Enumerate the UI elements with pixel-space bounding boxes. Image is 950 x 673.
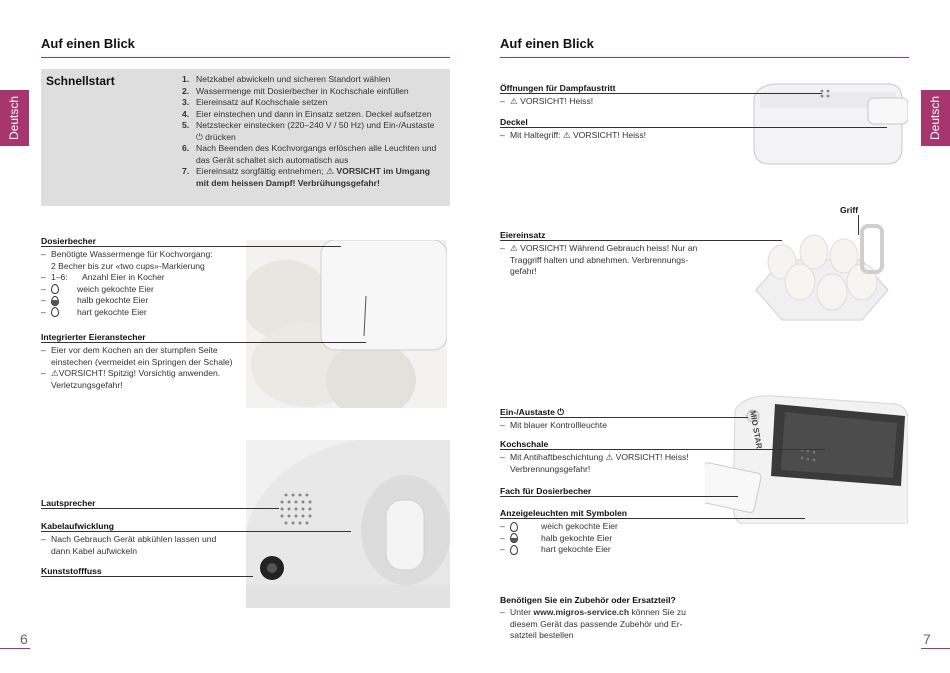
kochschale-leader bbox=[500, 449, 825, 450]
ein-austaste-leader bbox=[500, 417, 748, 418]
egg-soft-icon bbox=[51, 284, 59, 294]
kabelaufwicklung-text: – Nach Gebrauch Gerät abkühlen lassen und dann Kabel aufwickeln bbox=[41, 534, 217, 556]
deckel-text: – Mit Haltegriff: ⚠ VORSICHT! Heiss! bbox=[500, 130, 646, 140]
left-page-number: 6 bbox=[20, 631, 28, 647]
quickstart-step: 1. Netzkabel abwickeln und sicheren Standort wählen bbox=[182, 74, 391, 84]
eieranstecher-text: – Eier vor dem Kochen an der stumpfen Seite einstechen (vermeidet ein Springen der Schale) – ⚠VORSICHT! Spitzig! Vorsichtig anwenden. Verletzungsgefahr! bbox=[41, 345, 233, 390]
measuring-cup-photo bbox=[246, 240, 447, 408]
eieranstecher-leader bbox=[41, 342, 366, 343]
deckel-leader bbox=[500, 127, 887, 128]
left-page-title: Auf einen Blick bbox=[41, 36, 135, 51]
eieranstecher-label: Integrierter Eieranstecher bbox=[41, 332, 146, 342]
egg-medium-icon bbox=[510, 533, 518, 543]
lautsprecher-label: Lautsprecher bbox=[41, 498, 96, 508]
dampfaustritt-label: Öffnungen für Dampfaustritt bbox=[500, 83, 616, 93]
lautsprecher-leader bbox=[41, 508, 279, 509]
griff-label: Griff bbox=[840, 205, 859, 215]
egg-row: – weich gekochte Eier bbox=[500, 521, 618, 531]
dampfaustritt-text: – ⚠ VORSICHT! Heiss! bbox=[500, 96, 594, 106]
right-side-tab[interactable]: Deutsch bbox=[921, 90, 950, 146]
anzeigeleuchten-list bbox=[500, 521, 618, 556]
griff-leader bbox=[858, 215, 859, 235]
quickstart-step: 6. Nach Beenden des Kochvorgangs erlöschen alle Leuchten und das Gerät schaltet sich automatisch aus bbox=[182, 143, 437, 165]
kunststofffuss-label: Kunststofffuss bbox=[41, 566, 102, 576]
ein-austaste-text: – Mit blauer Kontrollleuchte bbox=[500, 420, 607, 430]
anzeigeleuchten-leader bbox=[500, 518, 805, 519]
quickstart-step: 5. Netzstecker einstecken (220–240 V / 50 Hz) und Ein-/Austaste ⏻ drücken bbox=[182, 120, 435, 142]
service-link[interactable]: www.migros-service.ch bbox=[533, 607, 630, 617]
warning-icon: ⚠ bbox=[325, 166, 335, 176]
zubehoer-label: Benötigen Sie ein Zubehör oder Ersatzteil? bbox=[500, 595, 676, 605]
device-base-photo bbox=[246, 440, 450, 608]
quickstart-step: 7. Eiereinsatz sorgfältig entnehmen; ⚠ VORSICHT im Umgang mit dem heissen Dampf! Verbrühungsgefahr! bbox=[182, 166, 430, 188]
egg-hard-icon bbox=[51, 307, 59, 317]
eiereinsatz-text: – ⚠ VORSICHT! Während Gebrauch heiss! Nur an Traggriff halten und abnehmen. Verbrennungs- gefahr! bbox=[500, 243, 698, 276]
kabelaufwicklung-label: Kabelaufwicklung bbox=[41, 521, 115, 531]
brand-logo: MIO STAR bbox=[748, 410, 764, 450]
right-title-rule bbox=[500, 57, 909, 58]
kabelaufwicklung-leader bbox=[41, 531, 351, 532]
left-side-tab[interactable]: Deutsch bbox=[0, 90, 29, 146]
egg-hard-icon bbox=[510, 545, 518, 555]
egg-row: – hart gekochte Eier bbox=[500, 544, 611, 554]
egg-row: – halb gekochte Eier bbox=[41, 295, 149, 305]
quickstart-steps bbox=[182, 74, 444, 189]
eiereinsatz-leader bbox=[500, 240, 782, 241]
fach-label: Fach für Dosierbecher bbox=[500, 486, 592, 496]
egg-row: – halb gekochte Eier bbox=[500, 532, 613, 543]
quickstart-step: 2. Wassermenge mit Dosierbecher in Kochschale einfüllen bbox=[182, 85, 409, 96]
quickstart-step: 3. Eiereinsatz auf Kochschale setzen bbox=[182, 97, 328, 107]
egg-row: – hart gekochte Eier bbox=[41, 306, 147, 317]
right-page-title: Auf einen Blick bbox=[500, 36, 594, 51]
left-title-rule bbox=[41, 57, 450, 58]
kunststofffuss-leader bbox=[41, 576, 253, 577]
right-page-number: 7 bbox=[923, 631, 931, 647]
kochschale-label: Kochschale bbox=[500, 439, 549, 449]
quickstart-title: Schnellstart bbox=[46, 74, 115, 88]
dosierbecher-text: – Benötigte Wassermenge für Kochvorgang: 2 Becher bis zur «two cups»-Markierung – 1–6: Anzahl Eier in Kocher – weich gekochte Eier – halb gekochte Eier – hart gekochte Eier bbox=[41, 249, 251, 318]
kochschale-text: – Mit Antihaftbeschichtung ⚠ VORSICHT! Heiss! Verbrennungsgefahr! bbox=[500, 452, 689, 474]
egg-medium-icon bbox=[51, 296, 59, 306]
dosierbecher-leader bbox=[41, 246, 341, 247]
lid-photo bbox=[748, 78, 908, 170]
quickstart-step: 4. Eier einstechen und dann in Einsatz setzen. Deckel aufsetzen bbox=[182, 108, 432, 119]
quickstart-box bbox=[41, 69, 450, 206]
zubehoer-text: – Unter www.migros-service.ch können Sie zu diesem Gerät das passende Zubehör und Er- satzteil bestellen bbox=[500, 607, 686, 640]
deckel-label: Deckel bbox=[500, 117, 528, 127]
eiereinsatz-label: Eiereinsatz bbox=[500, 230, 546, 240]
anzeigeleuchten-label: Anzeigeleuchten mit Symbolen bbox=[500, 508, 628, 518]
cooker-photo bbox=[705, 390, 908, 524]
left-page-number-rule bbox=[0, 648, 30, 649]
dampfaustritt-leader bbox=[500, 93, 822, 94]
fach-leader bbox=[500, 496, 738, 497]
egg-insert-photo bbox=[752, 210, 890, 330]
right-page-number-rule bbox=[921, 648, 950, 649]
egg-row: – weich gekochte Eier bbox=[41, 283, 154, 294]
egg-soft-icon bbox=[510, 522, 518, 532]
ein-austaste-label: Ein-/Austaste ⏻ bbox=[500, 407, 565, 417]
dosierbecher-label: Dosierbecher bbox=[41, 236, 96, 246]
